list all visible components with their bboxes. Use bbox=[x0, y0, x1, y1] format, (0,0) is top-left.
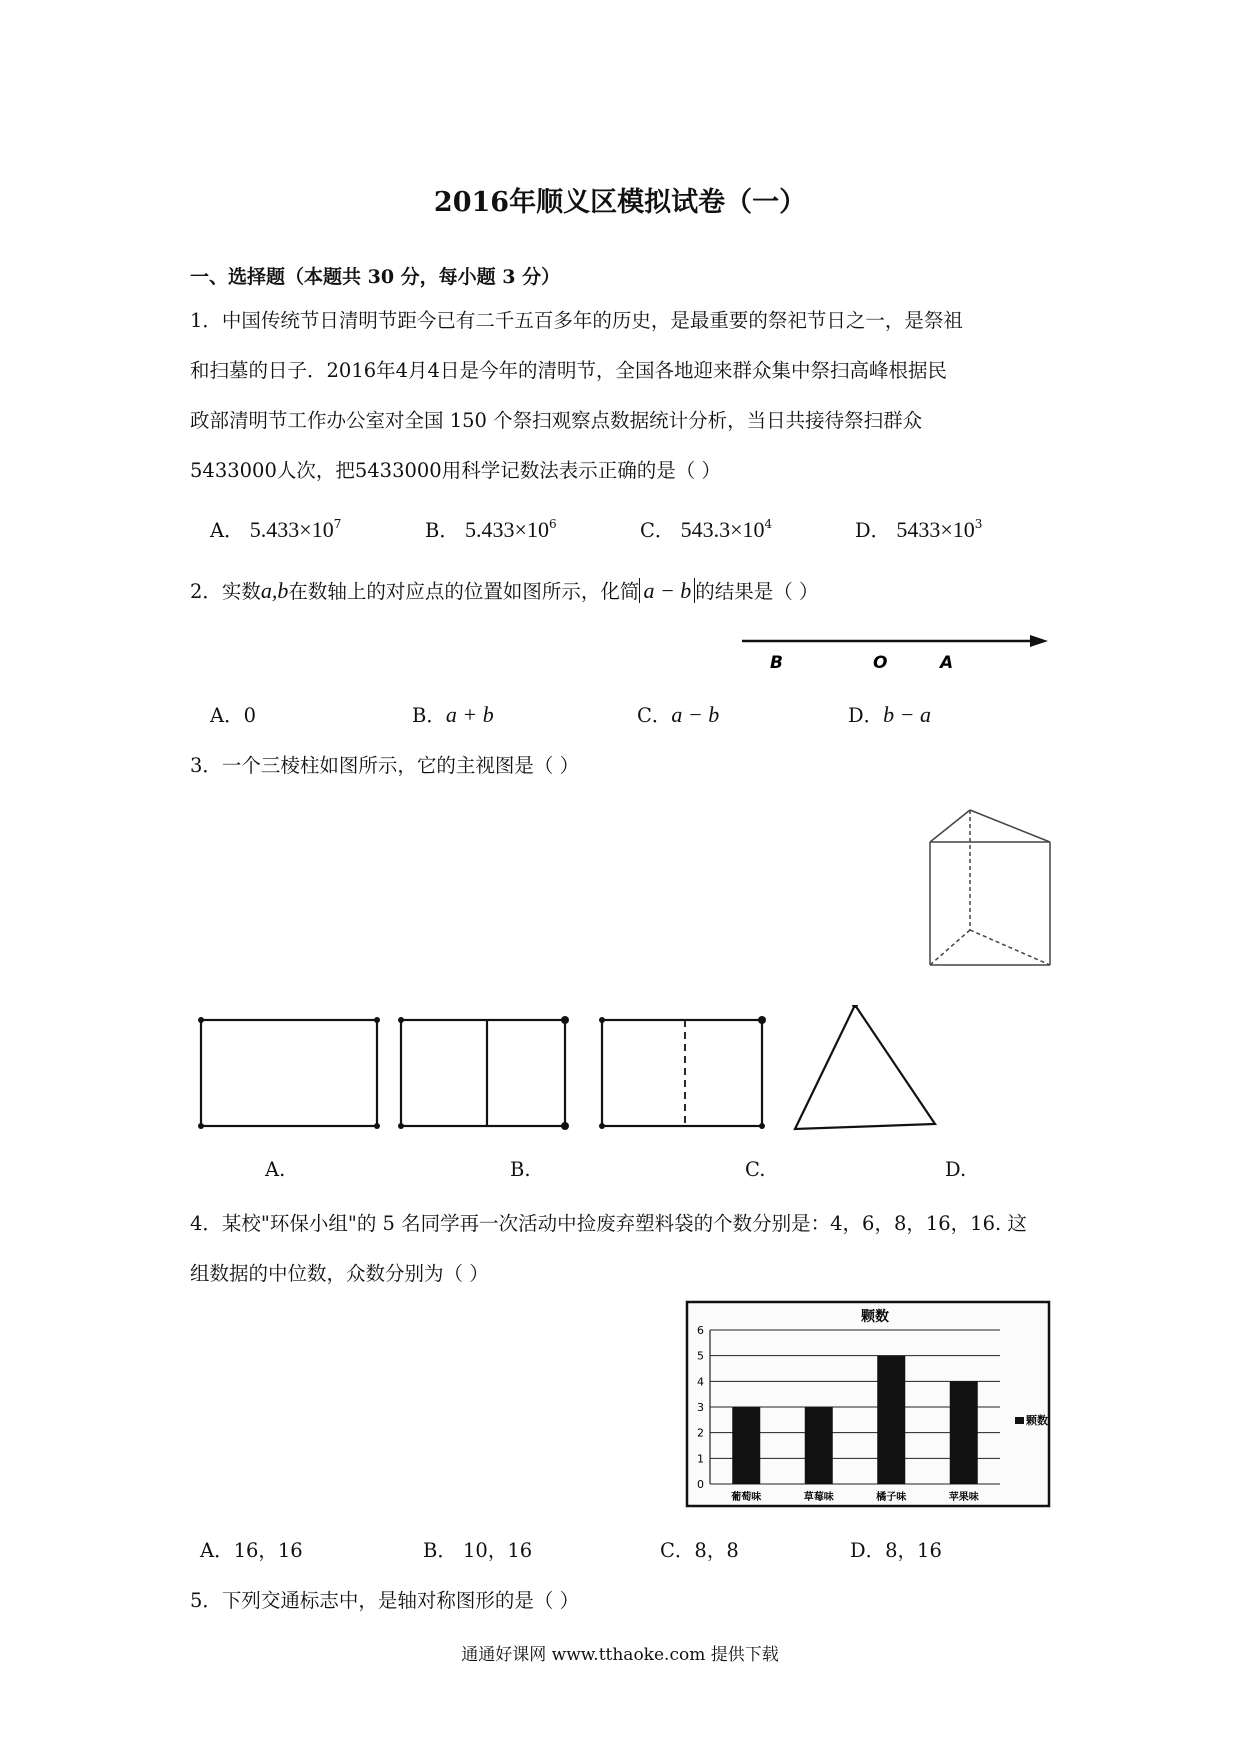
q3-label-c: C. bbox=[745, 1158, 766, 1181]
chart-y-tick-label: 5 bbox=[697, 1349, 704, 1363]
chart-bar bbox=[805, 1407, 833, 1484]
bar-chart bbox=[685, 1300, 1055, 1510]
q1-line-2: 和扫墓的日子．2016年4月4日是今年的清明节，全国各地迎来群众集中祭扫高峰根据民 bbox=[190, 359, 947, 382]
q1-line-3: 政部清明节工作办公室对全国 150 个祭扫观察点数据统计分析，当日共接待祭扫群众 bbox=[190, 409, 923, 432]
legend-swatch bbox=[1015, 1417, 1024, 1424]
chart-x-tick-label: 草莓味 bbox=[803, 1492, 834, 1503]
q4-option-a: A．16，16 bbox=[200, 1539, 303, 1562]
number-line-label-o: O bbox=[873, 653, 888, 670]
q2-abs-expression: a − b bbox=[639, 578, 695, 603]
legend-label: 颗数 bbox=[1026, 1414, 1048, 1427]
q4-option-c: C．8，8 bbox=[660, 1539, 739, 1562]
option-a-rectangle bbox=[201, 1020, 377, 1126]
chart-y-tick-label: 3 bbox=[697, 1401, 704, 1414]
chart-x-tick-label: 苹果味 bbox=[948, 1492, 979, 1503]
q2-option-c: C．a − b bbox=[637, 702, 720, 727]
q2-number-line bbox=[730, 625, 1060, 670]
q3-stem: 3．一个三棱柱如图所示，它的主视图是（ ） bbox=[190, 754, 580, 777]
arrow-icon bbox=[1030, 635, 1048, 647]
q2-option-d: D．b − a bbox=[848, 702, 931, 727]
chart-y-tick-label: 1 bbox=[697, 1452, 704, 1466]
chart-bar bbox=[877, 1356, 905, 1484]
q1-option-c: C． $543.3\times 10^4$ bbox=[640, 517, 773, 542]
q1-option-b: B． $5.433\times 10^6$ bbox=[425, 517, 557, 542]
page-title: 2016年顺义区模拟试卷（一） bbox=[433, 187, 807, 218]
q4-line-2: 组数据的中位数，众数分别为（ ） bbox=[190, 1262, 489, 1285]
q1-line-1: 1．中国传统节日清明节距今已有二千五百多年的历史，是最重要的祭祀节日之一，是祭祖 bbox=[190, 309, 963, 332]
chart-title: 颗数 bbox=[861, 1309, 889, 1325]
q3-label-a: A. bbox=[265, 1158, 286, 1181]
q3-label-b: B. bbox=[510, 1158, 531, 1181]
triangular-prism-figure bbox=[920, 800, 1060, 975]
q3-option-figures bbox=[190, 1005, 950, 1135]
q1-option-a: A． $5.433\times 10^7$ bbox=[210, 517, 342, 542]
option-c-rectangle bbox=[602, 1020, 762, 1126]
q2-stem: 2．实数a,b在数轴上的对应点的位置如图所示，化简 a − b 的结果是（ ） bbox=[190, 578, 819, 603]
option-d-triangle bbox=[795, 1005, 935, 1129]
chart-x-tick-label: 橘子味 bbox=[876, 1492, 907, 1503]
chart-y-tick-label: 6 bbox=[697, 1324, 704, 1337]
q2-option-b: B．a + b bbox=[412, 702, 494, 727]
number-line-label-a: A bbox=[940, 653, 954, 670]
q5-stem: 5．下列交通标志中，是轴对称图形的是（ ） bbox=[190, 1589, 580, 1612]
q1-option-d: D． $5433\times 10^3$ bbox=[855, 517, 983, 542]
q4-option-d: D．8，16 bbox=[850, 1539, 942, 1562]
section-heading: 一、选择题（本题共 30 分，每小题 3 分） bbox=[190, 266, 561, 288]
chart-bar bbox=[732, 1407, 760, 1484]
chart-y-tick-label: 0 bbox=[697, 1478, 704, 1491]
chart-bar bbox=[950, 1381, 978, 1484]
number-line-label-b: B bbox=[770, 653, 783, 670]
page-footer: 通通好课网 www.tthaoke.com 提供下载 bbox=[461, 1645, 779, 1665]
q2-option-a: A．0 bbox=[210, 704, 256, 727]
q1-line-4: 5433000人次，把5433000用科学记数法表示正确的是（ ） bbox=[190, 459, 721, 482]
q4-option-b: B． 10，16 bbox=[423, 1539, 533, 1562]
chart-y-tick-label: 4 bbox=[697, 1375, 704, 1389]
chart-y-tick-label: 2 bbox=[697, 1426, 704, 1440]
q3-label-d: D. bbox=[945, 1158, 967, 1181]
chart-x-tick-label: 葡萄味 bbox=[731, 1492, 762, 1503]
option-b-rectangle bbox=[401, 1020, 565, 1126]
q4-line-1: 4．某校"环保小组"的 5 名同学再一次活动中捡废弃塑料袋的个数分别是：4，6，8，16，16. 这 bbox=[190, 1212, 1027, 1235]
